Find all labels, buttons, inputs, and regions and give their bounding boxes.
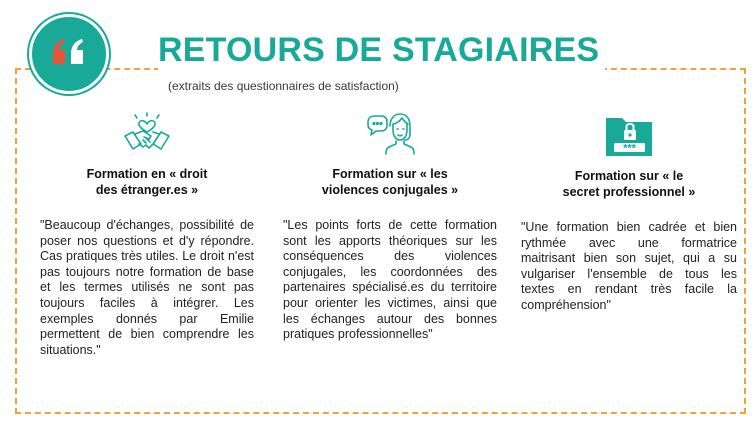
heading-droit-etrangers: Formation en « droit des étranger.es » bbox=[86, 167, 208, 197]
page-subtitle: (extraits des questionnaires de satisfaction) bbox=[168, 79, 399, 93]
svg-text:***: *** bbox=[623, 142, 636, 155]
quote-droit-etrangers: "Beaucoup d'échanges, possibilité de poser nos questions et d'y répondre. Cas pratiques très utiles. Le droit n'est pas toujours notre formation de base et les termes utilisés ne sont pas toujours faciles à intégrer. Les exemples donnés par Emilie permettent de bien comprendre les situations." bbox=[40, 218, 254, 357]
locked-folder-icon bbox=[604, 112, 654, 158]
page-title: RETOURS DE STAGIAIRES bbox=[158, 30, 605, 70]
heading-secret-professionnel: Formation sur « le secret professionnel » bbox=[562, 169, 696, 199]
handshake-heart-icon bbox=[123, 112, 171, 156]
testimonial-droit-etrangers bbox=[40, 112, 254, 358]
quote-secret-professionnel: "Une formation bien cadrée et bien rythmée avec une formatrice maitrisant bien son sujet, qui a su vulgariser l'ensemble de tous les textes en rendant très facile la compréhension" bbox=[521, 220, 737, 312]
testimonial-violences-conjugales bbox=[283, 112, 497, 343]
woman-speech-bubble-icon bbox=[365, 112, 415, 156]
heading-violences-conjugales: Formation sur « les violences conjugales » bbox=[321, 167, 459, 197]
quote-marks-icon bbox=[51, 38, 87, 68]
testimonial-secret-professionnel bbox=[521, 112, 737, 314]
quote-badge bbox=[29, 14, 109, 94]
quote-violences-conjugales: "Les points forts de cette formation sont les apports théoriques sur les conséquences des violences conjugales, les coordonnées des partenaires spécialisé.es du territoire pour orienter les victimes, ainsi que les échanges autour des bonnes pratiques professionnelles" bbox=[283, 218, 497, 342]
